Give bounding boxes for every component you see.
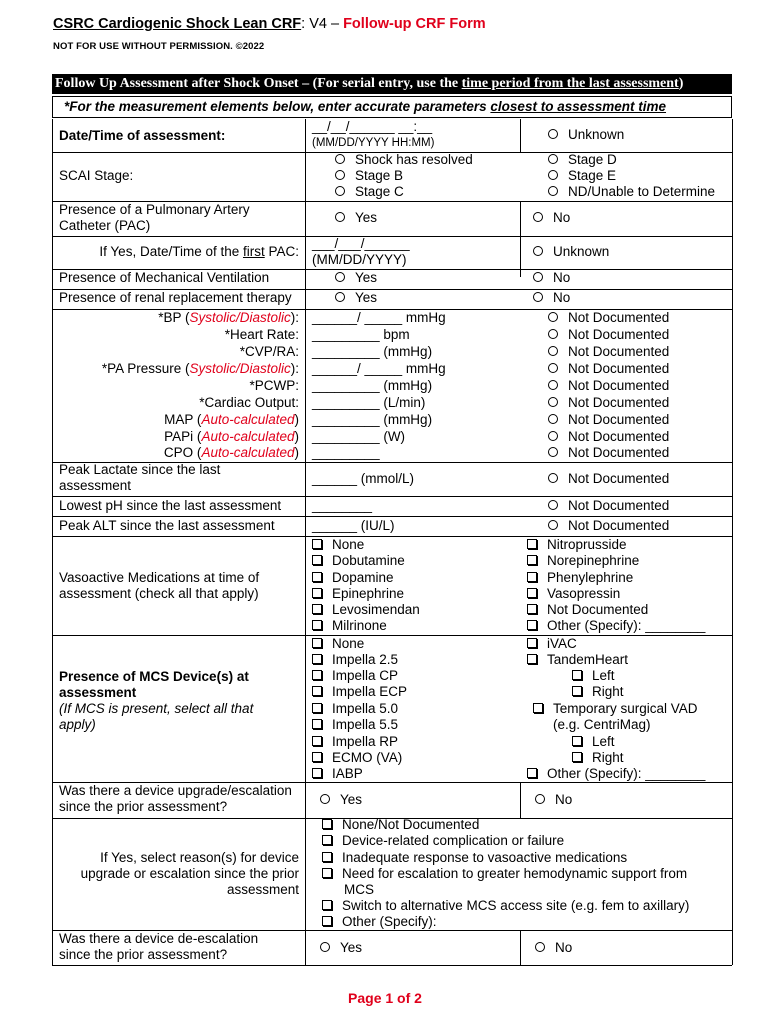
measure-nd-option[interactable]: Not Documented — [548, 412, 669, 429]
reasons-label-2: upgrade or escalation since the prior — [80, 866, 299, 881]
vaso-option[interactable]: Dobutamine — [312, 553, 405, 570]
subbanner-text-a: *For the measurement elements below, enter accurate parameters — [64, 99, 491, 114]
vaso-option[interactable]: Epinephrine — [312, 586, 404, 603]
checkbox-icon — [312, 604, 322, 614]
row-divider — [52, 496, 732, 497]
radio-icon — [533, 212, 543, 222]
row-divider — [52, 536, 732, 537]
checkbox-icon — [322, 819, 332, 829]
checkbox-icon — [572, 670, 582, 680]
checkbox-icon — [527, 572, 537, 582]
vaso-label-2: assessment (check all that apply) — [59, 586, 259, 601]
radio-icon — [548, 154, 558, 164]
alt-nd-option[interactable]: Not Documented — [548, 518, 669, 535]
radio-icon — [548, 170, 558, 180]
alt-value[interactable]: ______ (IU/L) — [312, 518, 395, 533]
lactate-value[interactable]: ______ (mmol/L) — [312, 471, 415, 486]
measure-value[interactable]: ______/ _____ mmHg — [312, 310, 446, 325]
reason-option[interactable]: Inadequate response to vasoactive medications — [322, 850, 627, 867]
scai-option[interactable]: Stage D — [548, 152, 617, 169]
radio-icon — [548, 520, 558, 530]
mcs-option[interactable]: IABP — [312, 766, 363, 783]
radio-icon — [335, 154, 345, 164]
measure-label: *PCWP: — [249, 378, 299, 393]
measure-nd-option[interactable]: Not Documented — [548, 361, 669, 378]
pac-date-blank[interactable]: ___/___/______ — [312, 236, 410, 251]
mcs-option[interactable]: Impella 2.5 — [312, 652, 398, 669]
mcs-option[interactable]: Impella ECP — [312, 684, 407, 701]
cell-divider-datetime — [520, 119, 521, 153]
checkbox-icon — [312, 670, 322, 680]
lactate-label-2: assessment — [59, 478, 132, 493]
alt-label: Peak ALT since the last assessment — [59, 518, 275, 533]
upgrade-no-option[interactable]: No — [535, 792, 572, 809]
radio-icon — [548, 431, 558, 441]
reason-option[interactable]: Switch to alternative MCS access site (e.g. fem to axillary) — [322, 898, 689, 915]
table-border-left — [52, 119, 53, 965]
mcs-option[interactable]: ECMO (VA) — [312, 750, 402, 767]
measurement-instructions — [52, 96, 732, 118]
upgrade-label-2: since the prior assessment? — [59, 799, 228, 814]
checkbox-icon — [322, 868, 332, 878]
checkbox-icon — [312, 572, 322, 582]
pac-yes-option[interactable]: Yes — [335, 210, 377, 227]
banner-text-b: ) — [678, 76, 684, 91]
checkbox-icon — [312, 686, 322, 696]
measure-nd-option[interactable]: Not Documented — [548, 445, 669, 462]
radio-icon — [548, 500, 558, 510]
radio-icon — [548, 447, 558, 457]
reasons-label-3: assessment — [226, 882, 299, 897]
radio-icon — [533, 292, 543, 302]
form-title — [53, 16, 486, 32]
measure-value[interactable]: _________ (mmHg) — [312, 412, 433, 427]
mcs-option-ivac[interactable]: iVAC — [527, 636, 577, 653]
checkbox-icon — [527, 654, 537, 664]
datetime-unknown-option[interactable]: Unknown — [548, 127, 624, 144]
lactate-nd-option[interactable]: Not Documented — [548, 471, 669, 488]
measure-nd-option[interactable]: Not Documented — [548, 327, 669, 344]
upgrade-yes-option[interactable]: Yes — [320, 792, 362, 809]
checkbox-icon — [527, 539, 537, 549]
radio-icon — [533, 272, 543, 282]
lactate-label: Peak Lactate since the last — [59, 462, 221, 477]
radio-icon — [548, 312, 558, 322]
measure-nd-option[interactable]: Not Documented — [548, 378, 669, 395]
radio-icon — [335, 292, 345, 302]
row-divider — [52, 965, 732, 966]
pac-date-unknown-option[interactable]: Unknown — [533, 244, 609, 261]
datetime-label: Date/Time of assessment: — [59, 128, 226, 143]
checkbox-icon — [527, 604, 537, 614]
measure-value[interactable]: _________ (L/min) — [312, 395, 426, 410]
reason-option-continued: MCS — [344, 882, 374, 897]
reasons-label: If Yes, select reason(s) for device — [100, 850, 299, 865]
measure-label: *Cardiac Output: — [199, 395, 299, 410]
mcs-option[interactable]: None — [312, 636, 364, 653]
radio-icon — [335, 212, 345, 222]
scai-option[interactable]: Stage E — [548, 168, 616, 185]
checkbox-icon — [312, 719, 322, 729]
checkbox-icon — [572, 736, 582, 746]
renal-label: Presence of renal replacement therapy — [59, 290, 292, 305]
pac-date-format: (MM/DD/YYYY) — [312, 252, 407, 267]
mech-vent-label: Presence of Mechanical Ventilation — [59, 270, 270, 285]
scai-label: SCAI Stage: — [59, 168, 134, 183]
mcs-vad-left[interactable]: Left — [572, 734, 615, 751]
measure-value[interactable]: _________ (mmHg) — [312, 344, 433, 359]
pac-no-option[interactable]: No — [533, 210, 570, 227]
mcs-instructions: (If MCS is present, select all that — [59, 701, 254, 716]
radio-icon — [548, 329, 558, 339]
radio-icon — [335, 170, 345, 180]
reason-option[interactable]: Other (Specify): — [322, 914, 437, 931]
renal-no-option[interactable]: No — [533, 290, 570, 307]
measure-label: *PA Pressure (Systolic/Diastolic): — [101, 361, 299, 376]
section-banner — [52, 74, 732, 94]
mcs-option[interactable]: Impella 5.0 — [312, 701, 398, 718]
row-divider — [52, 516, 732, 517]
measure-value[interactable]: _________ bpm — [312, 327, 410, 342]
reason-option[interactable]: Device-related complication or failure — [322, 833, 564, 850]
radio-icon — [548, 363, 558, 373]
mcs-option[interactable]: Impella 5.5 — [312, 717, 398, 734]
radio-icon — [320, 794, 330, 804]
scai-option[interactable]: Shock has resolved — [335, 152, 473, 169]
vaso-option[interactable]: Phenylephrine — [527, 570, 633, 587]
measure-label: MAP (Auto-calculated) — [164, 412, 299, 427]
banner-text-underlined: time period from the last assessment — [461, 76, 679, 91]
measure-value[interactable]: ______/ _____ mmHg — [312, 361, 446, 376]
mcs-label: Presence of MCS Device(s) at — [59, 669, 249, 684]
checkbox-icon — [312, 620, 322, 630]
radio-icon — [548, 346, 558, 356]
mcs-option-other[interactable]: Other (Specify): ________ — [527, 766, 705, 783]
banner-text-a: Follow Up Assessment after Shock Onset – (For serial entry, use the — [55, 76, 462, 91]
mcs-option-tandemheart[interactable]: TandemHeart — [527, 652, 628, 669]
checkbox-icon — [527, 768, 537, 778]
reason-option[interactable]: Need for escalation to greater hemodynamic support from — [322, 866, 687, 883]
checkbox-icon — [533, 703, 543, 713]
checkbox-icon — [312, 555, 322, 565]
checkbox-icon — [322, 852, 332, 862]
radio-icon — [548, 473, 558, 483]
scai-option[interactable]: Stage B — [335, 168, 403, 185]
deesc-label-2: since the prior assessment? — [59, 947, 228, 962]
pac-label-2: Catheter (PAC) — [59, 218, 151, 233]
subbanner-text-underlined: closest to assessment time — [490, 99, 667, 114]
mcs-option-temp-vad[interactable]: Temporary surgical VAD — [533, 701, 698, 718]
row-divider — [52, 635, 732, 636]
cell-divider-deesc — [520, 930, 521, 965]
form-title-version: : V4 – — [301, 16, 344, 32]
ph-value[interactable]: ________ — [312, 498, 373, 513]
radio-icon — [548, 129, 558, 139]
checkbox-icon — [527, 555, 537, 565]
mcs-option[interactable]: Impella RP — [312, 734, 398, 751]
mcs-centrimag-note: (e.g. CentriMag) — [553, 717, 651, 732]
vaso-option[interactable]: Levosimendan — [312, 602, 420, 619]
pac-label: Presence of a Pulmonary Artery — [59, 202, 250, 217]
vaso-option[interactable]: Not Documented — [527, 602, 648, 619]
measure-label: *BP (Systolic/Diastolic): — [158, 310, 299, 325]
renal-yes-option[interactable]: Yes — [335, 290, 377, 307]
checkbox-icon — [312, 654, 322, 664]
checkbox-icon — [312, 539, 322, 549]
checkbox-icon — [322, 916, 332, 926]
deesc-yes-option[interactable]: Yes — [320, 940, 362, 957]
measure-value[interactable]: _________ (W) — [312, 429, 406, 444]
mcs-tandem-right[interactable]: Right — [572, 684, 624, 701]
vaso-option[interactable]: Other (Specify): ________ — [527, 618, 705, 635]
radio-icon — [335, 272, 345, 282]
reason-option[interactable]: None/Not Documented — [322, 817, 479, 834]
scai-option[interactable]: Stage C — [335, 184, 404, 201]
form-title-main: CSRC Cardiogenic Shock Lean CRF — [53, 16, 302, 32]
mcs-vad-right[interactable]: Right — [572, 750, 624, 767]
cell-divider-upgrade — [520, 782, 521, 818]
mcs-tandem-left[interactable]: Left — [572, 668, 615, 685]
checkbox-icon — [312, 752, 322, 762]
checkbox-icon — [527, 638, 537, 648]
mcs-instructions-2: apply) — [59, 717, 96, 732]
checkbox-icon — [527, 588, 537, 598]
vaso-option[interactable]: Milrinone — [312, 618, 387, 635]
vaso-option[interactable]: Dopamine — [312, 570, 394, 587]
vaso-option[interactable]: None — [312, 537, 364, 554]
checkbox-icon — [312, 638, 322, 648]
radio-icon — [548, 414, 558, 424]
ph-label: Lowest pH since the last assessment — [59, 498, 282, 513]
checkbox-icon — [572, 752, 582, 762]
vaso-option[interactable]: Norepinephrine — [527, 553, 639, 570]
vaso-option[interactable]: Vasopressin — [527, 586, 620, 603]
deesc-no-option[interactable]: No — [535, 940, 572, 957]
measure-nd-option[interactable]: Not Documented — [548, 344, 669, 361]
vaso-option[interactable]: Nitroprusside — [527, 537, 627, 554]
radio-icon — [320, 942, 330, 952]
measure-label: *CVP/RA: — [239, 344, 299, 359]
checkbox-icon — [572, 686, 582, 696]
mcs-label-2: assessment — [59, 685, 137, 700]
checkbox-icon — [312, 588, 322, 598]
checkbox-icon — [312, 703, 322, 713]
measure-label: *Heart Rate: — [224, 327, 299, 342]
scai-option[interactable]: ND/Unable to Determine — [548, 184, 715, 201]
ph-nd-option[interactable]: Not Documented — [548, 498, 669, 515]
checkbox-icon — [527, 620, 537, 630]
mech-vent-no-option[interactable]: No — [533, 270, 570, 287]
radio-icon — [548, 397, 558, 407]
mcs-option[interactable]: Impella CP — [312, 668, 398, 685]
measure-nd-option[interactable]: Not Documented — [548, 429, 669, 446]
permission-notice: NOT FOR USE WITHOUT PERMISSION. ©2022 — [53, 41, 265, 52]
checkbox-icon — [322, 835, 332, 845]
datetime-format: (MM/DD/YYYY HH:MM) — [312, 137, 435, 149]
checkbox-icon — [312, 736, 322, 746]
measure-value[interactable]: _________ (mmHg) — [312, 378, 433, 393]
upgrade-label: Was there a device upgrade/escalation — [59, 783, 292, 798]
radio-icon — [533, 246, 543, 256]
measure-nd-option[interactable]: Not Documented — [548, 395, 669, 412]
table-border-right — [732, 119, 733, 965]
measure-label: CPO (Auto-calculated) — [163, 445, 299, 460]
radio-icon — [548, 186, 558, 196]
deesc-label: Was there a device de-escalation — [59, 931, 259, 946]
measure-nd-option[interactable]: Not Documented — [548, 310, 669, 327]
datetime-blank[interactable]: __/__/______ __:__ — [312, 119, 433, 134]
cell-divider-pac — [520, 201, 521, 277]
measure-value[interactable]: _________ — [312, 445, 380, 460]
form-title-type: Follow-up CRF Form — [343, 16, 486, 32]
radio-icon — [535, 942, 545, 952]
page-number: Page 1 of 2 — [348, 990, 422, 1006]
vaso-label: Vasoactive Medications at time of — [59, 570, 260, 585]
pac-date-label: If Yes, Date/Time of the first PAC: — [99, 244, 299, 259]
radio-icon — [335, 186, 345, 196]
mech-vent-yes-option[interactable]: Yes — [335, 270, 377, 287]
measure-label: PAPi (Auto-calculated) — [164, 429, 299, 444]
radio-icon — [535, 794, 545, 804]
checkbox-icon — [322, 900, 332, 910]
radio-icon — [548, 380, 558, 390]
table-column-divider — [305, 119, 306, 965]
checkbox-icon — [312, 768, 322, 778]
